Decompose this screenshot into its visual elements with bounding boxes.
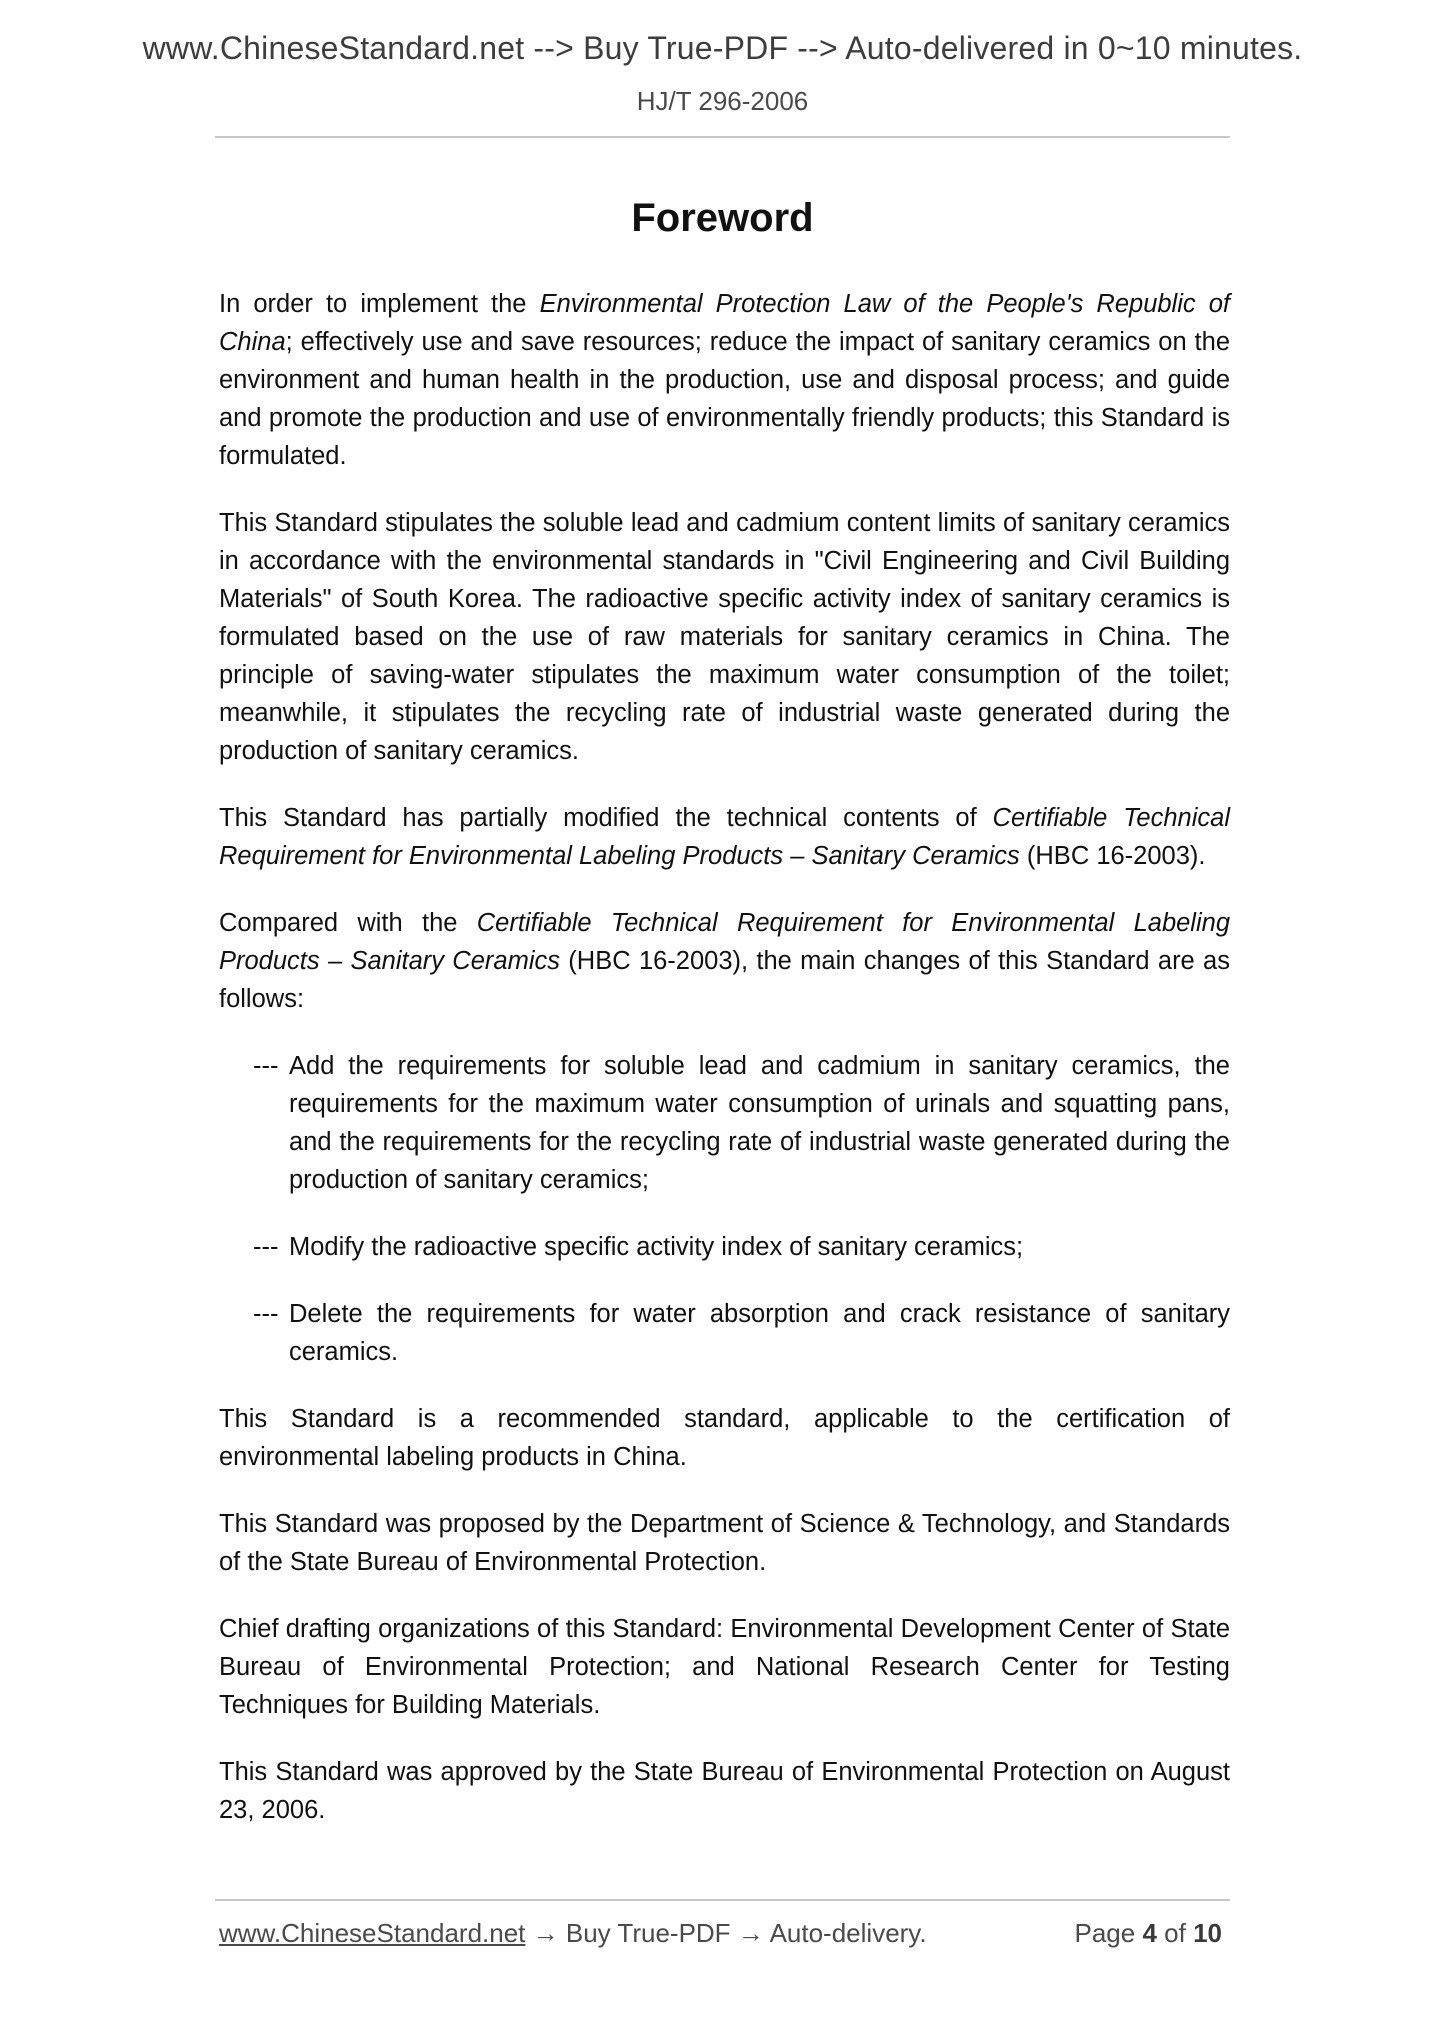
page-title: Foreword bbox=[631, 196, 814, 240]
paragraph-text: (HBC 16-2003). bbox=[1019, 842, 1206, 870]
page-label: Page bbox=[1074, 1918, 1136, 1948]
paragraph-purpose bbox=[219, 285, 1230, 475]
document-code: HJ/T 296-2006 bbox=[636, 86, 809, 116]
list-marker: --- bbox=[253, 1233, 279, 1261]
footer-website-link[interactable]: www.ChineseStandard.net bbox=[219, 1918, 526, 1948]
referenced-standard-title: Certifiable Technical Requirement for Environmental Labeling Products – Sanitary Ceramics bbox=[219, 804, 1230, 870]
footer-tagline: → Buy True-PDF → Auto-delivery. bbox=[525, 1918, 927, 1948]
referenced-standard-title: Certifiable Technical Requirement for Environmental Labeling Products – Sanitary Ceramics bbox=[219, 909, 1230, 975]
current-page-number: 4 bbox=[1142, 1918, 1157, 1948]
foreword-body bbox=[219, 285, 1230, 1829]
paragraph-drafting-organizations: Chief drafting organizations of this Standard: Environmental Development Center of State Bureau of Environmental Protection; and National Research Center for Testing Techniques for Building Materials. bbox=[219, 1615, 1230, 1719]
page-indicator bbox=[1074, 1918, 1222, 1949]
paragraph-text: In order to implement the bbox=[219, 290, 540, 318]
total-pages: 10 bbox=[1193, 1918, 1222, 1948]
paragraph-text: This Standard has partially modified the technical contents of bbox=[219, 804, 993, 832]
of-label: of bbox=[1164, 1918, 1186, 1948]
list-marker: --- bbox=[253, 1300, 279, 1328]
list-item bbox=[219, 1228, 1230, 1266]
paragraph-text: (HBC 16-2003), the main changes of this Standard are as follows: bbox=[219, 947, 1230, 1013]
paragraph-stipulations: This Standard stipulates the soluble lead and cadmium content limits of sanitary ceramics in accordance with the environmental standards in "Civil Engineering and Civil Building Materials" of South Korea. The radioactive specific activity index of sanitary ceramics is formulated based on the use of raw materials for sanitary ceramics in China. The principle of saving-water stipulates the maximum water consumption of the toilet; meanwhile, it stipulates the recycling rate of industrial waste generated during the production of sanitary ceramics. bbox=[219, 509, 1230, 765]
footer-divider bbox=[215, 1899, 1230, 1901]
paragraph-modification bbox=[219, 799, 1230, 875]
paragraph-proposer: This Standard was proposed by the Department of Science & Technology, and Standards of the State Bureau of Environmental Protection. bbox=[219, 1510, 1230, 1576]
paragraph-applicability: This Standard is a recommended standard, applicable to the certification of environmental labeling products in China. bbox=[219, 1405, 1230, 1471]
page-footer bbox=[219, 1918, 1230, 1949]
list-item-text: Modify the radioactive specific activity index of sanitary ceramics; bbox=[289, 1233, 1024, 1261]
list-marker: --- bbox=[253, 1052, 279, 1080]
paragraph-text: Compared with the bbox=[219, 909, 477, 937]
list-item-text: Add the requirements for soluble lead and cadmium in sanitary ceramics, the requirements for the maximum water consumption of urinals and squatting pans, and the requirements for the recycling rate of industrial waste generated during the production of sanitary ceramics; bbox=[289, 1052, 1230, 1194]
list-item bbox=[219, 1295, 1230, 1371]
paragraph-approval: This Standard was approved by the State Bureau of Environmental Protection on August 23, 2006. bbox=[219, 1758, 1230, 1824]
paragraph-text: ; effectively use and save resources; reduce the impact of sanitary ceramics on the environment and human health in the production, use and disposal process; and guide and promote the production and use of environmentally friendly products; this Standard is formulated. bbox=[219, 328, 1230, 470]
paragraph-comparison bbox=[219, 904, 1230, 1018]
list-item bbox=[219, 1047, 1230, 1199]
changes-list bbox=[219, 1047, 1230, 1371]
law-title: Environmental Protection Law of the People's Republic of China bbox=[219, 290, 1230, 356]
list-item-text: Delete the requirements for water absorption and crack resistance of sanitary ceramics. bbox=[289, 1300, 1230, 1366]
header-divider bbox=[215, 136, 1230, 138]
top-banner: www.ChineseStandard.net --> Buy True-PDF --> Auto-delivered in 0~10 minutes. bbox=[142, 30, 1303, 66]
